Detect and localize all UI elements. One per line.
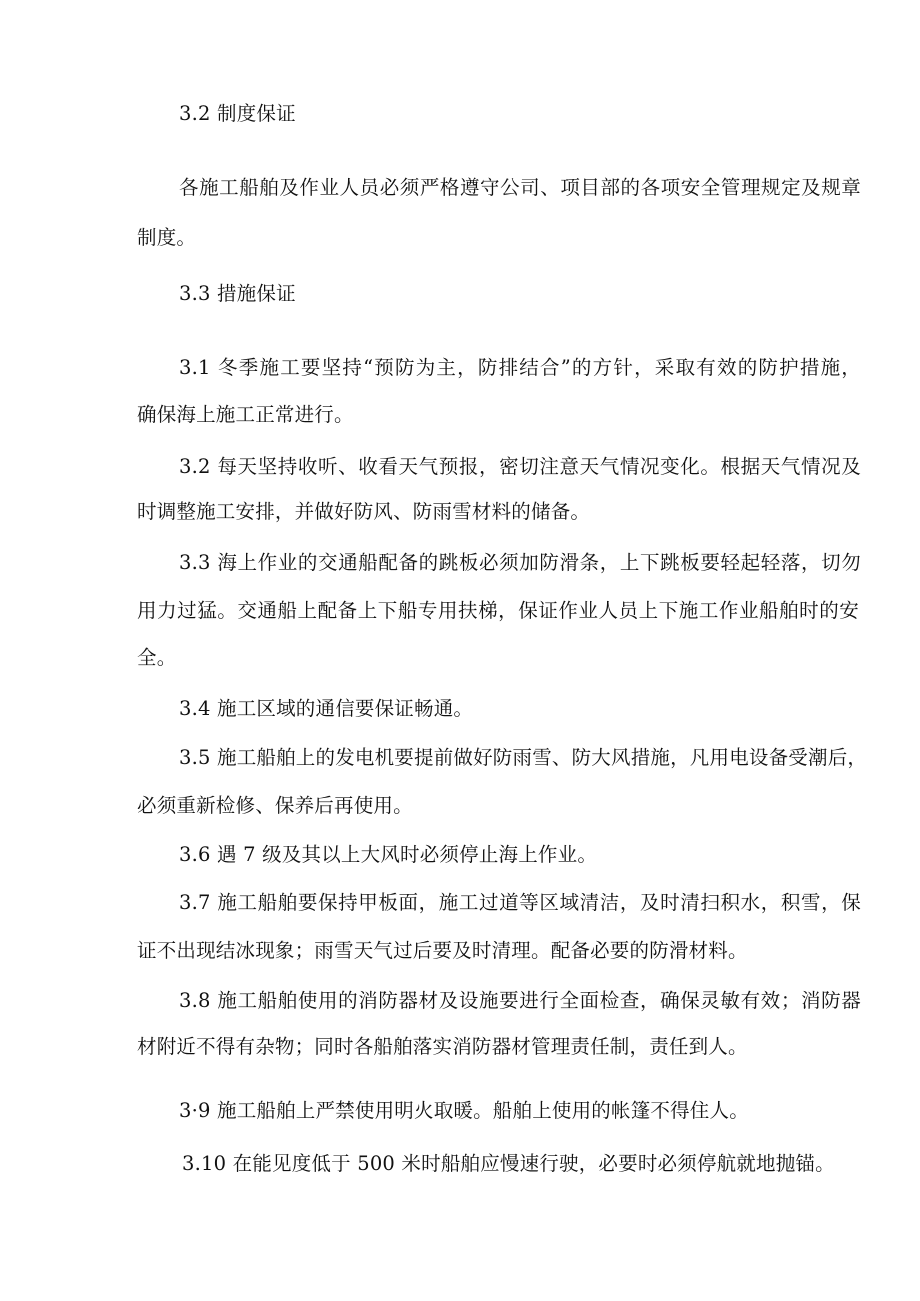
list-item-line: 用力过猛。交通船上配备上下船专用扶梯，保证作业人员上下施工作业船舶时的安 (137, 599, 859, 622)
list-item-line: 3.1 冬季施工要坚持“预防为主，防排结合”的方针，采取有效的防护措施， (179, 356, 861, 379)
list-item-line: 3.3 海上作业的交通船配备的跳板必须加防滑条，上下跳板要轻起轻落，切勿 (179, 551, 861, 574)
list-item-line: 3.4 施工区域的通信要保证畅通。 (179, 697, 474, 720)
list-item-line: 时调整施工安排，并做好防风、防雨雪材料的储备。 (137, 500, 591, 523)
paragraph-line: 各施工船舶及作业人员必须严格遵守公司、项目部的各项安全管理规定及规章 (179, 176, 861, 199)
list-item-line: 3.7 施工船舶要保持甲板面，施工过道等区域清洁，及时清扫积水，积雪，保 (179, 891, 861, 914)
list-item-line: 全。 (137, 646, 177, 669)
list-item-line: 3.2 每天坚持收听、收看天气预报，密切注意天气情况变化。根据天气情况及 (179, 455, 861, 478)
section-heading-3-3: 3.3 措施保证 (179, 282, 296, 305)
list-item-line: 材附近不得有杂物；同时各船舶落实消防器材管理责任制，责任到人。 (137, 1035, 748, 1058)
list-item-line: 3.8 施工船舶使用的消防器材及设施要进行全面检查，确保灵敏有效；消防器 (179, 989, 861, 1012)
list-item-line: 3·9 施工船舶上严禁使用明火取暖。船舶上使用的帐篷不得住人。 (179, 1099, 749, 1122)
list-item-line: 必须重新检修、保养后再使用。 (137, 794, 413, 817)
list-item-line: 3.10 在能见度低于 500 米时船舶应慢速行驶，必要时必须停航就地抛锚。 (182, 1152, 835, 1175)
list-item-line: 3.6 遇 7 级及其以上大风时必须停止海上作业。 (179, 843, 598, 866)
section-heading-3-2: 3.2 制度保证 (179, 102, 296, 125)
list-item-line: 3.5 施工船舶上的发电机要提前做好防雨雪、防大风措施，凡用电设备受潮后， (179, 746, 868, 769)
list-item-line: 证不出现结冰现象；雨雪天气过后要及时清理。配备必要的防滑材料。 (137, 939, 748, 962)
paragraph-line: 制度。 (137, 226, 197, 249)
list-item-line: 确保海上施工正常进行。 (137, 403, 354, 426)
